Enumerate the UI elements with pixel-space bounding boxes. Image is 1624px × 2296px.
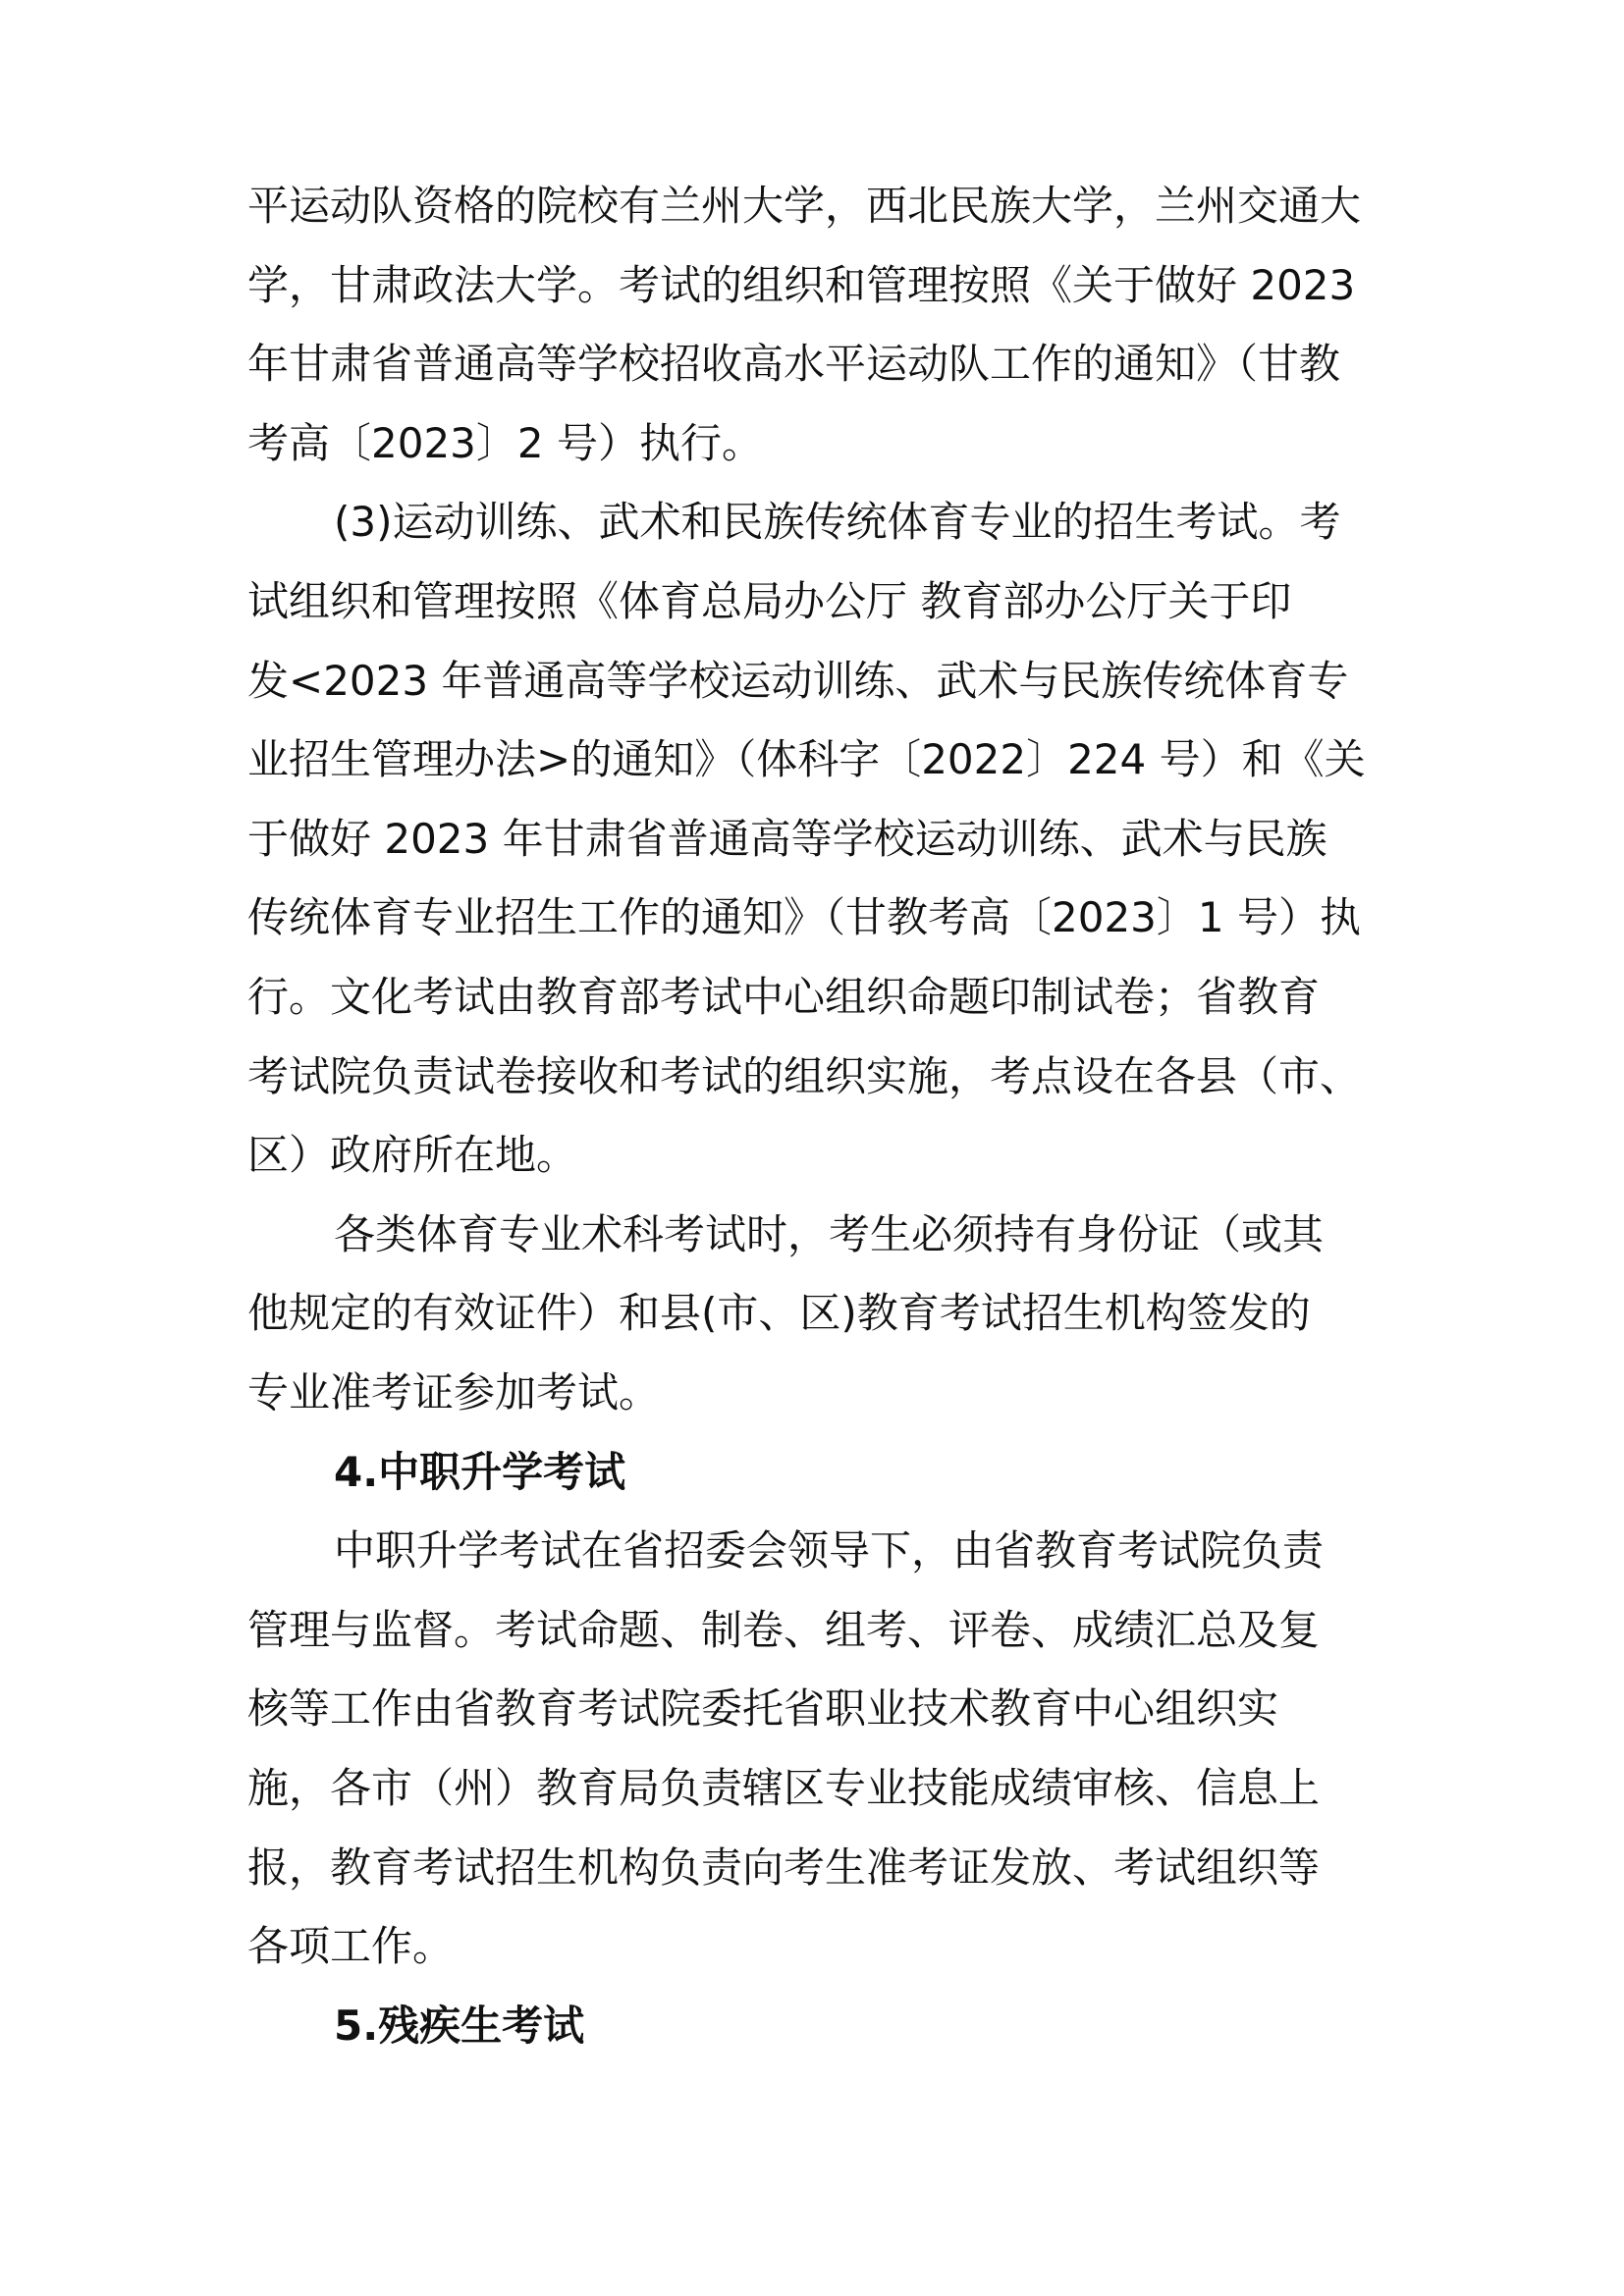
paragraph-line: 施，各市（州）教育局负责辖区专业技能成绩审核、信息上 [247, 1764, 1321, 1812]
paragraph-line: (3)运动训练、武术和民族传统体育专业的招生考试。考 [334, 498, 1341, 546]
paragraph-line: 传统体育专业招生工作的通知》（甘教考高〔2023〕1 号）执 [247, 893, 1361, 941]
paragraph-line: 报，教育考试招生机构负责向考生准考证发放、考试组织等 [247, 1843, 1321, 1892]
section-heading: 4.中职升学考试 [334, 1448, 626, 1496]
paragraph-line: 专业准考证参加考试。 [247, 1368, 661, 1416]
paragraph-line: 学，甘肃政法大学。考试的组织和管理按照《关于做好 2023 [247, 261, 1356, 309]
paragraph-line: 各类体育专业术科考试时，考生必须持有身份证（或其 [334, 1210, 1325, 1258]
paragraph-line: 管理与监督。考试命题、制卷、组考、评卷、成绩汇总及复 [247, 1606, 1321, 1654]
paragraph-line: 区）政府所在地。 [247, 1131, 578, 1179]
paragraph-line: 于做好 2023 年甘肃省普通高等学校运动训练、武术与民族 [247, 815, 1327, 863]
section-heading: 5.残疾生考试 [334, 2002, 585, 2050]
paragraph-line: 平运动队资格的院校有兰州大学，西北民族大学，兰州交通大 [247, 182, 1362, 230]
paragraph-line: 行。文化考试由教育部考试中心组织命题印制试卷；省教育 [247, 973, 1321, 1021]
paragraph-line: 发<2023 年普通高等学校运动训练、武术与民族传统体育专 [247, 657, 1349, 705]
paragraph-line: 考试院负责试卷接收和考试的组织实施，考点设在各县（市、 [247, 1052, 1362, 1100]
paragraph-line: 核等工作由省教育考试院委托省职业技术教育中心组织实 [247, 1684, 1279, 1733]
paragraph-line: 中职升学考试在省招委会领导下，由省教育考试院负责 [334, 1526, 1325, 1575]
paragraph-line: 试组织和管理按照《体育总局办公厅 教育部办公厅关于印 [247, 577, 1292, 625]
paragraph-line: 考高〔2023〕2 号）执行。 [247, 419, 763, 467]
paragraph-line: 各项工作。 [247, 1922, 455, 1970]
paragraph-line: 年甘肃省普通高等学校招收高水平运动队工作的通知》（甘教 [247, 340, 1341, 388]
paragraph-line: 业招生管理办法>的通知》（体科字〔2022〕224 号）和《关 [247, 735, 1366, 783]
paragraph-line: 他规定的有效证件）和县(市、区)教育考试招生机构签发的 [247, 1289, 1311, 1337]
